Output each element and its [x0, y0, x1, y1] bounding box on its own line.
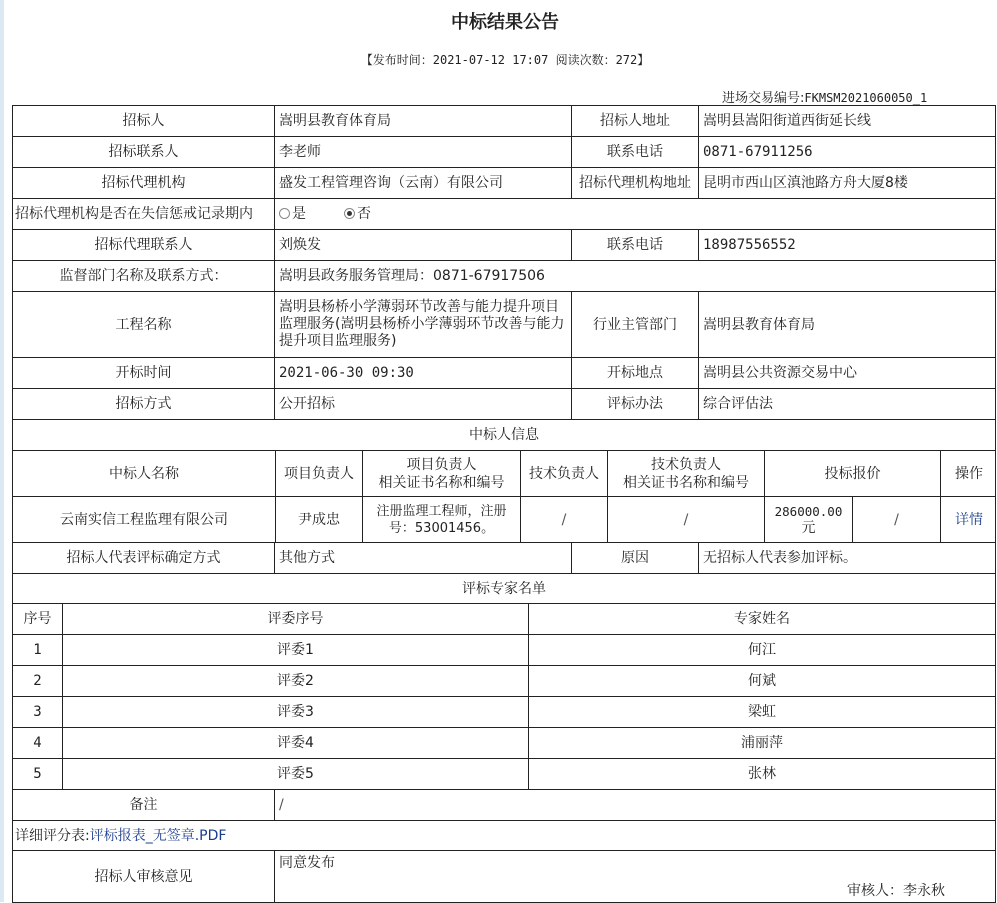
pm-cert-header: [363, 451, 521, 497]
row-agency: [13, 168, 996, 199]
open-place-label: 开标地点: [572, 358, 699, 389]
bid-extra: /: [853, 497, 941, 543]
table-row: [13, 697, 996, 728]
row-supervisor: [13, 261, 996, 292]
method-label: 招标方式: [13, 389, 275, 420]
eval-label: 评标办法: [572, 389, 699, 420]
discredit-label: 招标代理机构是否在失信惩戒记录期内: [13, 199, 275, 230]
review-cell: [275, 851, 996, 903]
row-experts-title: [13, 574, 996, 604]
publish-meta: 【发布时间：2021-07-12 17:07 阅读次数：272】: [360, 53, 650, 67]
expert-name: 梁虹: [529, 697, 996, 728]
phone-label: 联系电话: [572, 137, 699, 168]
row-winner-title: [13, 420, 996, 451]
row-contact: [13, 137, 996, 168]
row-agency-contact: [13, 230, 996, 261]
row-representative: [13, 543, 996, 574]
agency-phone-label: 联系电话: [572, 230, 699, 261]
bid-amount-unit: 元: [801, 519, 816, 536]
agency-value: 盛发工程管理咨询（云南）有限公司: [275, 168, 572, 199]
project-label: 工程名称: [13, 292, 275, 358]
winner-name: 云南实信工程监理有限公司: [13, 497, 276, 543]
expert-seq-header: 评委序号: [63, 604, 529, 635]
bid-amount-value: 286000.00: [774, 503, 843, 519]
row-detail: [13, 821, 996, 851]
row-winner-table: [13, 451, 996, 543]
rep-value: 其他方式: [275, 543, 572, 574]
agency-contact-label: 招标代理联系人: [13, 230, 275, 261]
discredit-yes-option[interactable]: [279, 206, 306, 222]
agency-phone-value: 18987556552: [699, 230, 996, 261]
row-review: [13, 851, 996, 903]
tenderer-label: 招标人: [13, 106, 275, 137]
reviewer-name: 审核人：李永秋: [847, 883, 945, 899]
pm-name: 尹成忠: [276, 497, 363, 543]
expert-name: 张林: [529, 759, 996, 790]
supervisor-label: 监督部门名称及联系方式：: [13, 261, 275, 292]
detail-label: 详细评分表:: [15, 827, 90, 844]
reason-label: 原因: [572, 543, 699, 574]
expert-seq: 评委1: [63, 635, 529, 666]
discredit-no-option[interactable]: [344, 206, 371, 222]
agency-address-value: 昆明市西山区滇池路方舟大厦8楼: [699, 168, 996, 199]
row-experts-table: [13, 604, 996, 790]
table-row: [13, 728, 996, 759]
tech-cert-header-line2: 相关证书名称和编号: [623, 474, 749, 491]
table-row: [13, 666, 996, 697]
row-project: [13, 292, 996, 358]
review-value: 同意发布: [279, 855, 335, 871]
row-remark: [13, 790, 996, 821]
contact-value: 李老师: [275, 137, 572, 168]
contact-label: 招标联系人: [13, 137, 275, 168]
review-label: 招标人审核意见: [13, 851, 275, 903]
experts-table-cell: [13, 604, 996, 790]
expert-seq: 评委3: [63, 697, 529, 728]
pm-cert-header-line1: 项目负责人: [406, 456, 477, 473]
trade-number-value: FKMSM2021060050_1: [804, 91, 928, 105]
window-left-border: [0, 0, 4, 902]
expert-name: 浦丽萍: [529, 728, 996, 759]
expert-no: 3: [13, 697, 63, 728]
rep-label: 招标人代表评标确定方式: [13, 543, 275, 574]
expert-no: 2: [13, 666, 63, 697]
announcement-table: [12, 105, 996, 903]
tenderer-address-label: 招标人地址: [572, 106, 699, 137]
row-discredit: [13, 199, 996, 230]
tech-cert: /: [608, 497, 765, 543]
expert-seq: 评委5: [63, 759, 529, 790]
trade-number: [722, 87, 927, 106]
winner-header-row: [13, 451, 996, 497]
pm-header: 项目负责人: [276, 451, 363, 497]
bid-header: 投标报价: [765, 451, 941, 497]
row-tenderer: [13, 106, 996, 137]
tech-name: /: [521, 497, 608, 543]
trade-number-label: 进场交易编号:: [722, 91, 805, 106]
agency-contact-value: 刘焕发: [275, 230, 572, 261]
evaluation-report-link[interactable]: 评标报表_无签章.PDF: [89, 827, 227, 844]
tenderer-address-value: 嵩明县嵩阳街道西街延长线: [699, 106, 996, 137]
open-time-label: 开标时间: [13, 358, 275, 389]
expert-seq: 评委2: [63, 666, 529, 697]
agency-label: 招标代理机构: [13, 168, 275, 199]
winner-table-cell: [13, 451, 996, 543]
tech-header: 技术负责人: [521, 451, 608, 497]
expert-no: 1: [13, 635, 63, 666]
open-place-value: 嵩明县公共资源交易中心: [699, 358, 996, 389]
industry-label: 行业主管部门: [572, 292, 699, 358]
experts-table: [13, 604, 996, 790]
phone-value: 0871-67911256: [699, 137, 996, 168]
pm-cert: 注册监理工程师，注册号：53001456。: [363, 497, 521, 543]
row-open-time: [13, 358, 996, 389]
reason-value: 无招标人代表参加评标。: [699, 543, 996, 574]
expert-no-header: 序号: [13, 604, 63, 635]
tenderer-value: 嵩明县教育体育局: [275, 106, 572, 137]
row-method: [13, 389, 996, 420]
project-value: 嵩明县杨桥小学薄弱环节改善与能力提升项目监理服务(嵩明县杨桥小学薄弱环节改善与能力提升项目监理服务): [275, 292, 572, 358]
radio-checked-icon[interactable]: [344, 208, 355, 219]
expert-name-header: 专家姓名: [529, 604, 996, 635]
winner-data-row: [13, 497, 996, 543]
radio-unchecked-icon[interactable]: [279, 208, 290, 219]
winner-table: [13, 451, 996, 543]
supervisor-value: 嵩明县政务服务管理局：0871-67917506: [275, 261, 996, 292]
experts-header-row: [13, 604, 996, 635]
remark-label: 备注: [13, 790, 275, 821]
discredit-yes-label: 是: [292, 206, 306, 222]
remark-value: /: [275, 790, 996, 821]
eval-value: 综合评估法: [699, 389, 996, 420]
open-time-value: 2021-06-30 09:30: [275, 358, 572, 389]
discredit-options: [275, 199, 996, 230]
expert-seq: 评委4: [63, 728, 529, 759]
tech-cert-header: [608, 451, 765, 497]
pm-cert-header-line2: 相关证书名称和编号: [378, 474, 505, 491]
tech-cert-header-line1: 技术负责人: [651, 456, 721, 473]
winner-section-title: 中标人信息: [13, 420, 996, 451]
table-row: [13, 635, 996, 666]
winner-name-header: 中标人名称: [13, 451, 276, 497]
expert-name: 何江: [529, 635, 996, 666]
detail-cell-row: [13, 821, 996, 851]
experts-section-title: 评标专家名单: [13, 574, 996, 604]
detail-cell: [941, 497, 996, 543]
agency-address-label: 招标代理机构地址: [572, 168, 699, 199]
winner-detail-link[interactable]: 详情: [955, 511, 983, 528]
expert-name: 何斌: [529, 666, 996, 697]
expert-no: 4: [13, 728, 63, 759]
industry-value: 嵩明县教育体育局: [699, 292, 996, 358]
discredit-no-label: 否: [357, 206, 371, 222]
op-header: 操作: [941, 451, 996, 497]
expert-no: 5: [13, 759, 63, 790]
method-value: 公开招标: [275, 389, 572, 420]
table-row: [13, 759, 996, 790]
bid-amount: [765, 497, 853, 543]
page-title: 中标结果公告: [451, 12, 559, 33]
